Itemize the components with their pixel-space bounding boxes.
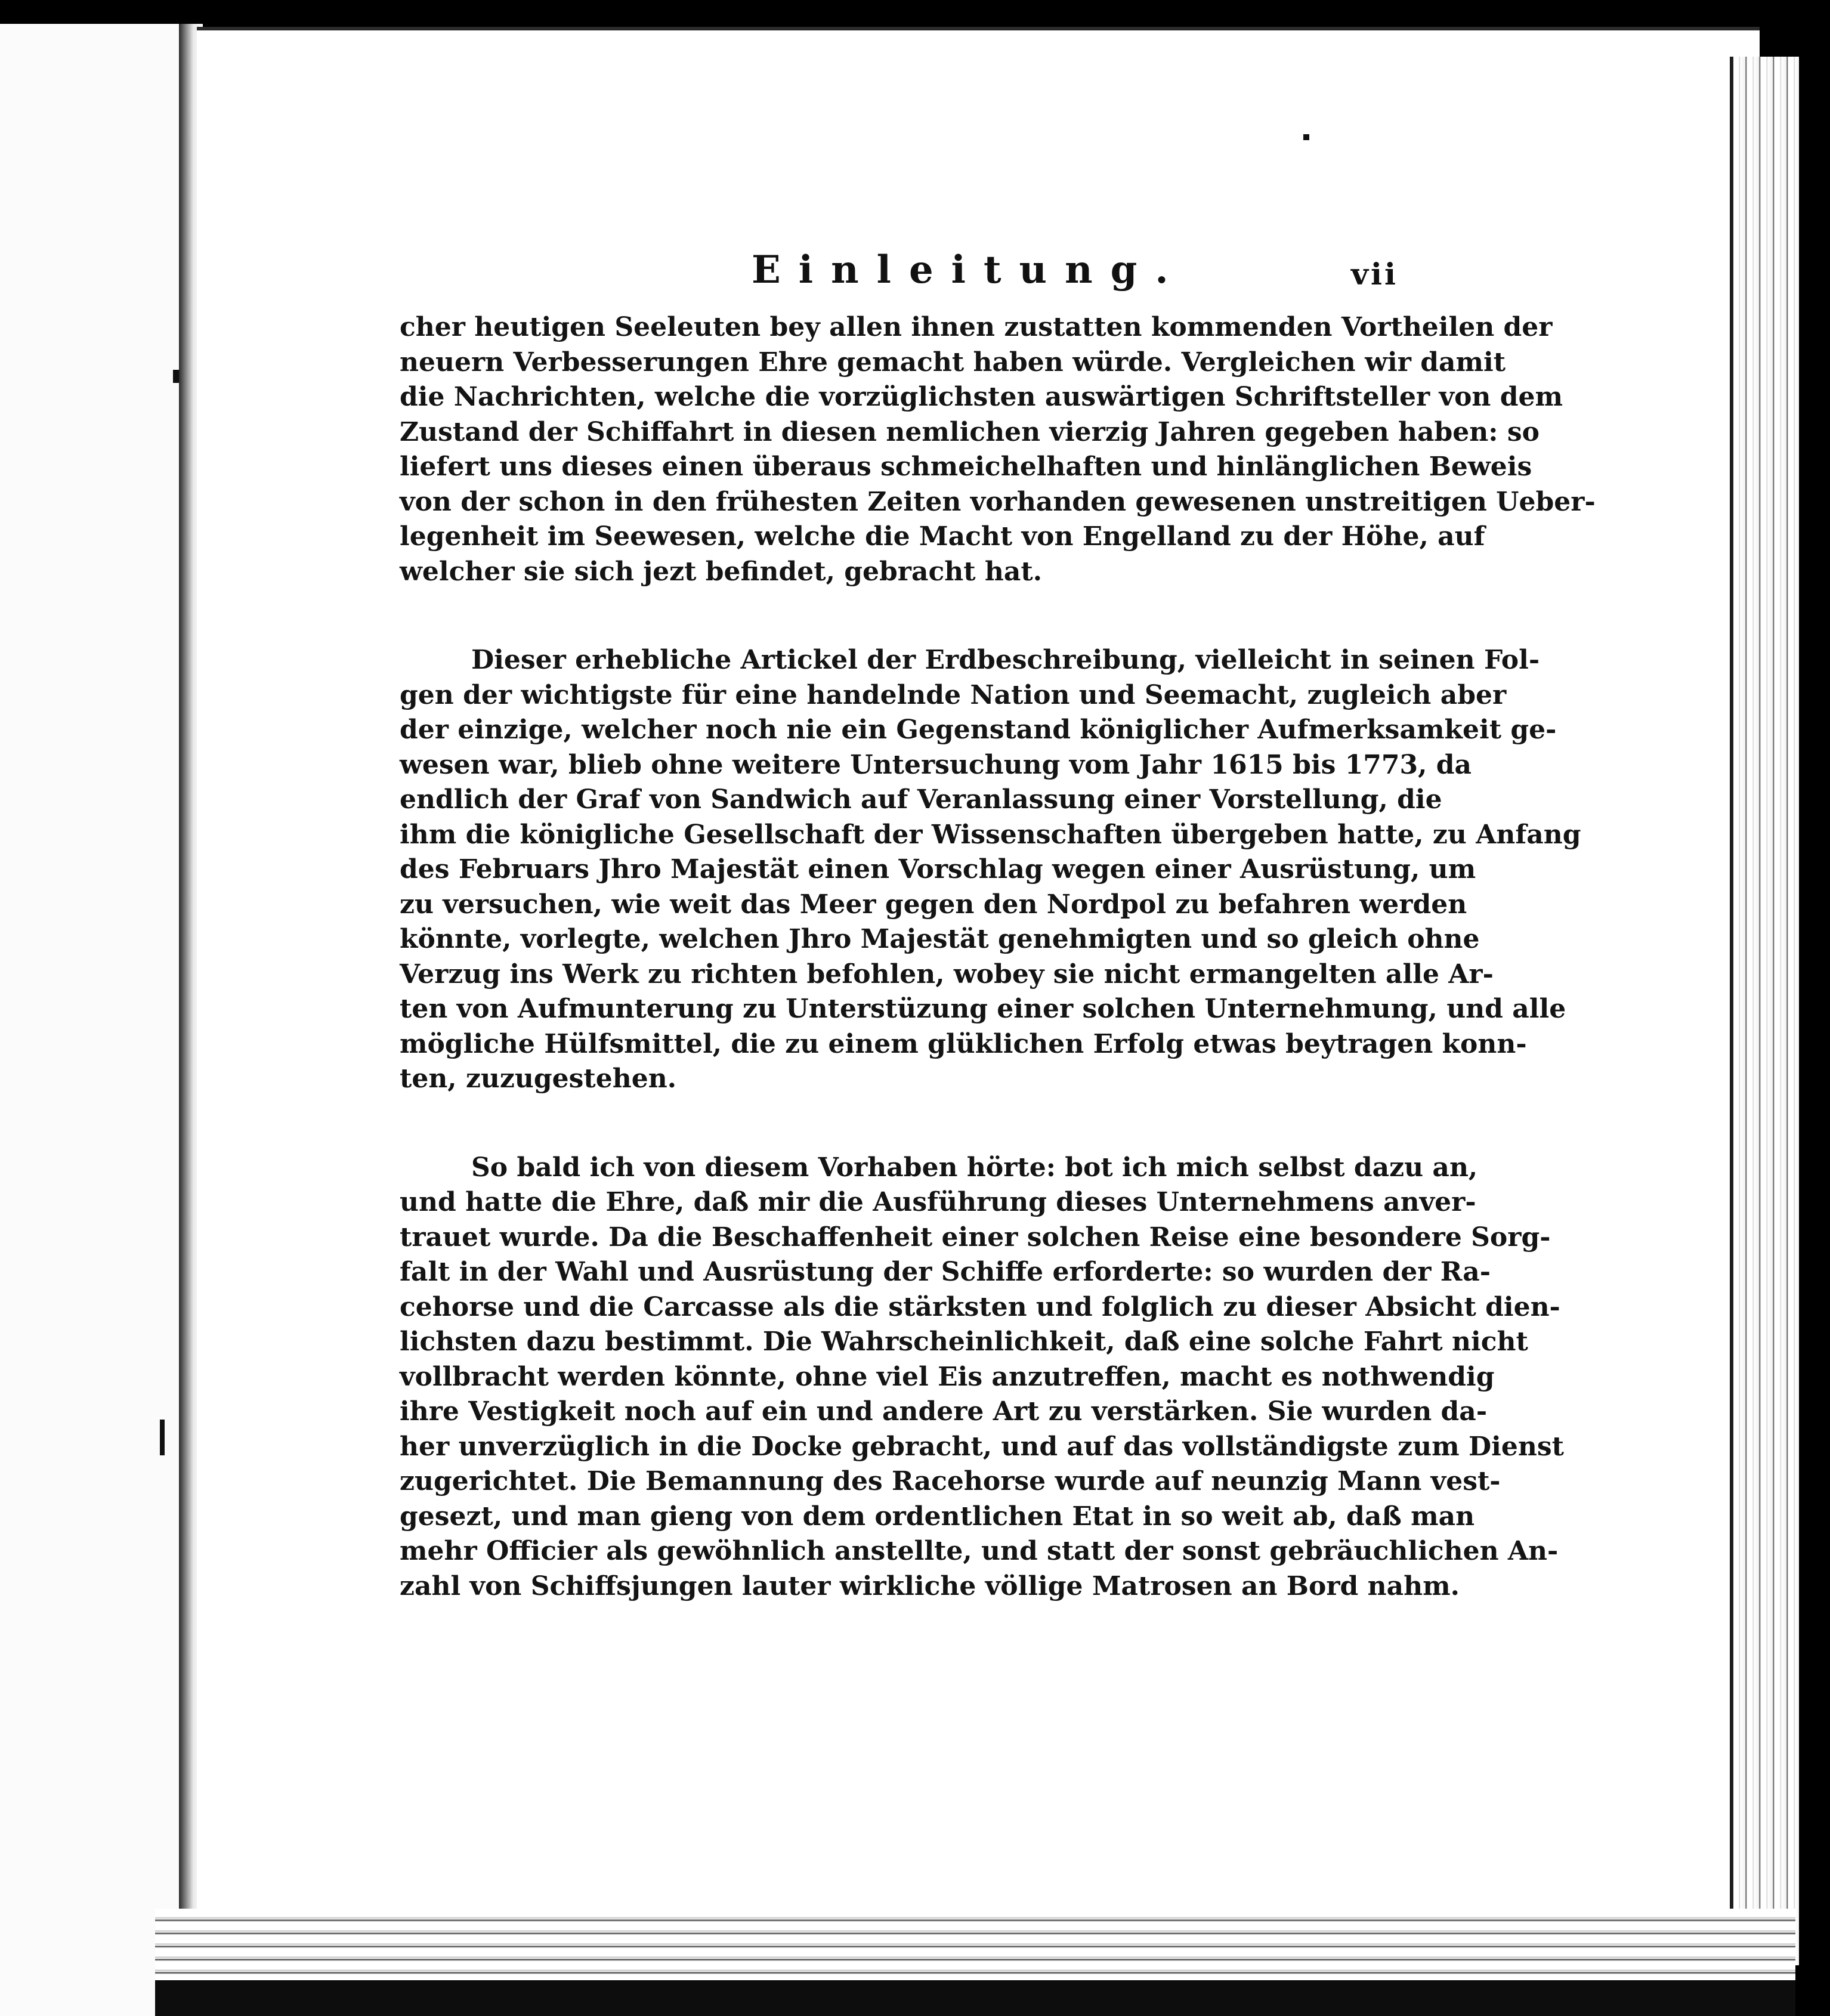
text-line: lichsten dazu bestimmt. Die Wahrscheinlichkeit, daß eine solche Fahrt nicht [400,1327,1528,1357]
text-line: mehr Officier als gewöhnlich anstellte, und statt der sonst gebräuchlichen An- [400,1536,1559,1566]
paragraph-spacing [400,1097,1402,1151]
text-line: vollbracht werden könnte, ohne viel Eis anzutreffen, macht es nothwendig [400,1361,1495,1392]
text-line: gesezt, und man gieng von dem ordentlichen Etat in so weit ab, daß man [400,1501,1475,1532]
scan-background [155,1980,1795,2016]
text-line: legenheit im Seewesen, welche die Macht von Engelland zu der Höhe, auf [400,521,1485,552]
text-line: falt in der Wahl und Ausrüstung der Schiffe erforderte: so wurden der Ra- [400,1257,1491,1287]
text-line: ten von Aufmunterung zu Unterstüzung einer solchen Unternehmung, und alle [400,994,1566,1024]
text-line: wesen war, blieb ohne weitere Untersuchung vom Jahr 1615 bis 1773, da [400,749,1472,780]
text-line: gen der wichtigste für eine handelnde Nation und Seemacht, zugleich aber [400,679,1507,710]
text-line: könnte, vorlegte, welchen Jhro Majestät genehmigten und so gleich ohne [400,924,1480,954]
margin-mark [173,370,179,383]
text-line: cehorse und die Carcasse als die stärksten und folglich zu dieser Absicht dien- [400,1291,1560,1322]
text-line: die Nachrichten, welche die vorzüglichsten auswärtigen Schriftsteller von dem [400,382,1563,412]
text-line: Verzug ins Werk zu richten befohlen, wobey sie nicht ermangelten alle Ar- [400,958,1494,990]
margin-mark [1303,134,1309,140]
text-line: zu versuchen, wie weit das Meer gegen den Nordpol zu befahren werden [400,889,1467,920]
text-line: von der schon in den frühesten Zeiten vorhanden gewesenen unstreitigen Ueber- [400,486,1596,517]
text-line: des Februars Jhro Majestät einen Vorschlag wegen einer Ausrüstung, um [400,854,1476,885]
text-line: der einzige, welcher noch nie ein Gegenstand königlicher Aufmerksamkeit ge- [400,715,1557,745]
text-line: cher heutigen Seeleuten bey allen ihnen zustatten kommenden Vortheilen der [400,312,1553,342]
paragraph [400,310,1596,589]
left-facing-page [0,24,185,2016]
text-line: zugerichtet. Die Bemannung des Racehorse wurde auf neunzig Mann vest- [400,1466,1501,1496]
text-line: ihre Vestigkeit noch auf ein und andere Art zu verstärken. Sie wurden da- [400,1396,1488,1427]
text-line: ten, zuzugestehen. [400,1063,677,1094]
page-fore-edge [1730,57,1799,1965]
paragraph [400,643,1581,1097]
text-line: ihm die königliche Gesellschaft der Wissenschaften übergeben hatte, zu Anfang [400,819,1581,850]
text-line: So bald ich von diesem Vorhaben hörte: bot ich mich selbst dazu an, [471,1152,1478,1183]
text-line: und hatte die Ehre, daß mir die Ausführung dieses Unternehmens anver- [400,1187,1476,1217]
text-line: neuern Verbesserungen Ehre gemacht haben würde. Vergleichen wir damit [400,347,1506,378]
text-line: Zustand der Schiffahrt in diesen nemlichen vierzig Jahren gegeben haben: so [400,416,1540,447]
paragraph [400,1151,1564,1604]
text-line: her unverzüglich in die Docke gebracht, und auf das vollständigste zum Dienst [400,1431,1564,1462]
text-line: endlich der Graf von Sandwich auf Veranlassung einer Vorstellung, die [400,784,1442,815]
body-text [400,310,1596,1604]
margin-mark [160,1420,165,1455]
text-line: welcher sie sich jezt befindet, gebracht hat. [400,556,1043,587]
text-line: trauet wurde. Da die Beschaffenheit einer solchen Reise eine besondere Sorg- [400,1222,1551,1253]
page-bottom-edge [155,1909,1795,1980]
text-line: Dieser erhebliche Artickel der Erdbeschreibung, vielleicht in seinen Fol- [471,645,1540,675]
paragraph-spacing [400,589,1402,643]
text-line: zahl von Schiffsjungen lauter wirkliche völlige Matrosen an Bord nahm. [400,1570,1460,1601]
text-line: liefert uns dieses einen überaus schmeichelhaften und hinlänglichen Beweis [400,452,1532,482]
text-line: mögliche Hülfsmittel, die zu einem glüklichen Erfolg etwas beytragen konn- [400,1028,1527,1059]
running-title: Einleitung. [752,248,1186,292]
page-number: vii [1351,256,1399,292]
